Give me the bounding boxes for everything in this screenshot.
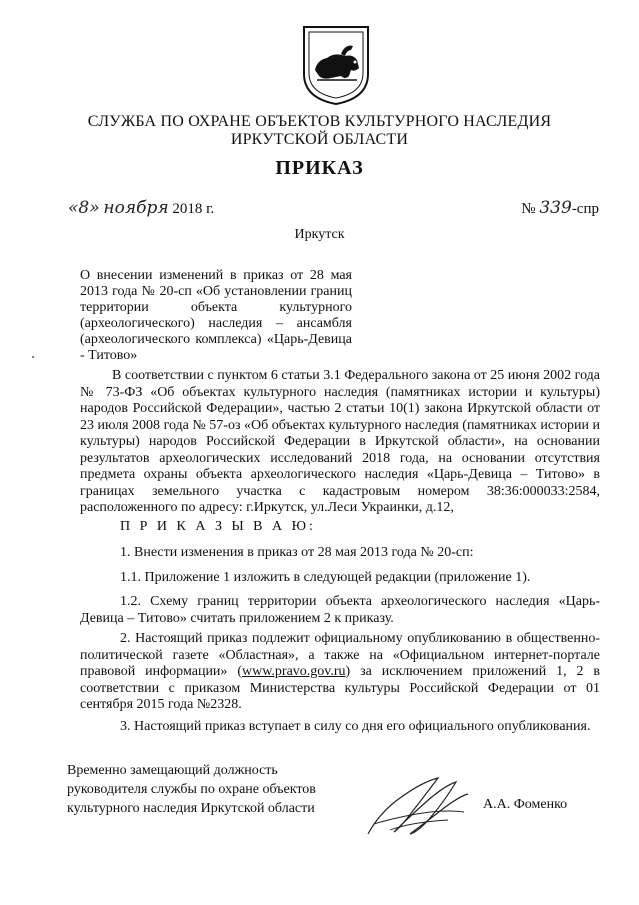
- signer-position-line2: руководителя службы по охране объектов: [67, 782, 316, 797]
- document-number: [521, 198, 599, 218]
- number-value: 339: [539, 198, 572, 218]
- date-month: ноября: [103, 198, 169, 218]
- order-item-1: 1. Внести изменения в приказ от 28 мая 2013 года № 20-сп:: [120, 545, 474, 560]
- order-item-2-text-after: ) за исключением приложений 1, 2 в соответствии с приказом Министерства культуры Российской Федерации от 01 сентября 2015 года №2328.: [80, 664, 600, 712]
- order-keyword: П Р И К А З Ы В А Ю:: [120, 519, 316, 534]
- date-open-quote: «: [68, 198, 79, 218]
- date-year: 2018 г.: [172, 201, 215, 217]
- order-item-1-2: 1.2. Схему границ территории объекта археологического наследия «Царь-Девица – Титово» считать приложением 2 к приказу.: [80, 594, 600, 626]
- number-prefix: №: [521, 201, 536, 217]
- preamble-paragraph: В соответствии с пунктом 6 статьи 3.1 Федерального закона от 25 июня 2002 года № 73-ФЗ «Об объектах культурного наследия (памятниках истории и культуры) народов Российской Федерации», частью 2 статьи 10(1) закона Иркутской области от 23 июля 2008 года № 57-оз «Об объектах культурного наследия (памятниках истории и культуры) народов Российской Федерации в Иркутской области», на основании результатов археологических исследований 2018 года, на основании отсутствия предмета охраны объекта археологического наследия «Царь-Девица – Титово» в границах земельного участка с кадастровым номером 38:36:000033:2584, расположенного по адресу: г.Иркутск, ул.Леси Украинки, д.12,: [80, 368, 600, 515]
- pravo-gov-link[interactable]: www.pravo.gov.ru: [241, 664, 346, 679]
- signer-position-line3: культурного наследия Иркутской области: [67, 801, 315, 816]
- agency-name-line2: ИРКУТСКОЙ ОБЛАСТИ: [230, 131, 409, 148]
- coat-of-arms-icon: [301, 24, 371, 106]
- order-item-2: [80, 631, 600, 714]
- signer-position-line1: Временно замещающий должность: [67, 763, 278, 778]
- document-date: [68, 198, 214, 218]
- number-suffix: -спр: [571, 201, 599, 217]
- city-name: Иркутск: [294, 227, 345, 242]
- signer-position: [67, 761, 357, 818]
- handwritten-signature: [360, 772, 475, 842]
- order-item-1-1: 1.1. Приложение 1 изложить в следующей редакции (приложение 1).: [120, 570, 531, 585]
- scan-artifact: [32, 356, 34, 358]
- order-subject: О внесении изменений в приказ от 28 мая 2013 года № 20-сп «Об установлении границ территории объекта культурного (археологического) наследия – ансамбля (археологического комплекса) «Царь-Девица - Титово»: [80, 268, 352, 363]
- date-day: 8: [78, 198, 90, 218]
- signer-name: А.А. Фоменко: [483, 797, 568, 812]
- order-item-3: 3. Настоящий приказ вступает в силу со дня его официального опубликования.: [120, 719, 591, 734]
- agency-name-line1: СЛУЖБА ПО ОХРАНЕ ОБЪЕКТОВ КУЛЬТУРНОГО НАСЛЕДИЯ: [87, 113, 552, 130]
- date-close-quote: »: [89, 198, 100, 218]
- document-type-title: ПРИКАЗ: [275, 157, 364, 179]
- order-item-2-text-before: 2. Настоящий приказ подлежит официальному опубликованию в общественно-политической газете «Областная», а также на «Официальном интернет-портале правовой информации» (: [80, 631, 600, 679]
